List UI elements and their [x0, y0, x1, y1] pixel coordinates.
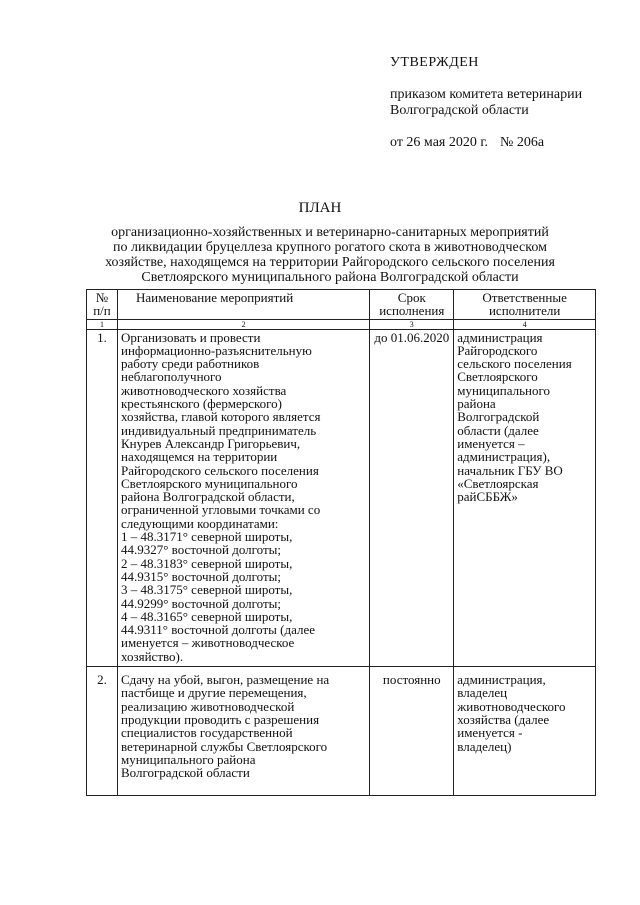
- column-number-row: [87, 319, 596, 329]
- subtitle-line: Светлоярского муниципального района Волгоградской области: [141, 270, 519, 285]
- subtitle-line: по ликвидации бруцеллеза крупного рогатого скота в животноводческом: [113, 240, 547, 255]
- responsible-line: администрация: [457, 329, 543, 345]
- activity-line: хозяйство).: [120, 648, 184, 664]
- activity-line: работу среди работников: [120, 356, 260, 372]
- table-header-row: [87, 290, 596, 320]
- activity-line: Кнурев Александр Григорьевич,: [120, 435, 301, 451]
- responsible-line: «Светлоярская: [457, 475, 539, 491]
- activity-line: 2 – 48.3183° северной широты,: [120, 555, 293, 571]
- deadline-cell: постоянно: [370, 667, 454, 796]
- activity-line: продукции проводить с разрешения: [120, 711, 320, 727]
- responsible-line: хозяйства (далее: [457, 711, 550, 727]
- activity-line: животноводческого хозяйства: [120, 382, 287, 398]
- header-activity: Наименование мероприятий: [117, 290, 369, 320]
- activity-line: Волгоградской области: [120, 765, 250, 781]
- approval-number: № 206а: [500, 135, 545, 150]
- activity-line: Светлоярского муниципального: [120, 475, 298, 491]
- activity-line: крестьянского (фермерского): [120, 396, 282, 412]
- activity-line: Сдачу на убой, выгон, размещение на: [120, 672, 330, 688]
- responsible-line: администрация),: [457, 449, 551, 465]
- responsible-line: Светлоярского: [457, 369, 538, 385]
- responsible-line: района: [457, 396, 496, 412]
- activity-line: неблагополучного: [120, 369, 222, 385]
- activity-line: ограниченной угловыми точками со: [120, 502, 321, 518]
- responsible-line: животноводческого: [457, 698, 566, 714]
- header-responsible: Ответственные исполнители: [454, 290, 596, 320]
- activity-line: 44.9327° восточной долготы;: [120, 542, 281, 558]
- approval-line: Волгоградской области: [390, 103, 529, 118]
- activity-line: реализацию животноводческой: [120, 698, 295, 714]
- activity-line: 44.9315° восточной долготы;: [120, 568, 281, 584]
- plan-table: [86, 289, 596, 796]
- activity-line: информационно-разъяснительную: [120, 342, 312, 358]
- responsible-line: муниципального: [457, 382, 551, 398]
- activity-line: 44.9311° восточной долготы (далее: [120, 622, 316, 638]
- responsible-line: владелец: [457, 685, 508, 701]
- activity-line: пастбище и другие перемещения,: [120, 685, 307, 701]
- responsible-cell: [454, 329, 596, 666]
- row-number: 1.: [87, 329, 118, 666]
- activity-line: специалистов государственной: [120, 725, 293, 741]
- column-number: 1: [87, 319, 118, 329]
- subtitle-line: организационно-хозяйственных и ветеринарно-санитарных мероприятий: [111, 225, 549, 240]
- activity-line: 44.9299° восточной долготы;: [120, 595, 281, 611]
- activity-line: Райгородского сельского поселения: [120, 462, 319, 478]
- responsible-line: райСББЖ»: [457, 489, 518, 505]
- document-title: ПЛАН: [298, 200, 342, 216]
- activity-cell: [117, 667, 369, 796]
- activity-line: хозяйства, главой которого является: [120, 409, 321, 425]
- activity-line: именуется – животноводческое: [120, 635, 295, 651]
- subtitle-line: хозяйстве, находящемся на территории Райгородского сельского поселения: [105, 255, 555, 270]
- activity-line: района Волгоградской области,: [120, 489, 295, 505]
- approval-line: приказом комитета ветеринарии: [390, 87, 583, 102]
- activity-line: Организовать и провести: [120, 329, 261, 345]
- document-subtitle: [95, 225, 565, 285]
- responsible-line: начальник ГБУ ВО: [457, 462, 563, 478]
- responsible-line: администрация,: [457, 672, 546, 688]
- approval-block: [390, 55, 582, 151]
- activity-line: индивидуальный предприниматель: [120, 422, 317, 438]
- activity-line: находящемся на территории: [120, 449, 278, 465]
- responsible-line: именуется -: [457, 725, 523, 741]
- activity-line: 1 – 48.3171° северной широты,: [120, 529, 293, 545]
- column-number: 4: [454, 319, 596, 329]
- activity-line: 4 – 48.3165° северной широты,: [120, 608, 293, 624]
- column-number: 2: [117, 319, 369, 329]
- deadline-cell: до 01.06.2020: [370, 329, 454, 666]
- table-row: [87, 329, 596, 666]
- responsible-line: владелец): [457, 738, 512, 754]
- table-row: [87, 667, 596, 796]
- activity-line: следующими координатами:: [120, 515, 279, 531]
- approval-title: УТВЕРЖДЕН: [390, 55, 479, 70]
- responsible-line: именуется –: [457, 435, 525, 451]
- activity-line: ветеринарной службы Светлоярского: [120, 738, 328, 754]
- approval-order: [390, 135, 582, 151]
- responsible-line: Райгородского: [457, 342, 538, 358]
- row-number: 2.: [87, 667, 118, 796]
- header-deadline: Срок исполнения: [370, 290, 454, 320]
- activity-line: муниципального района: [120, 751, 256, 767]
- responsible-line: Волгоградской: [457, 409, 540, 425]
- responsible-line: сельского поселения: [457, 356, 572, 372]
- header-number: № п/п: [87, 290, 118, 320]
- activity-cell: [117, 329, 369, 666]
- approval-date: от 26 мая 2020 г.: [390, 135, 489, 150]
- activity-line: 3 – 48.3175° северной широты,: [120, 582, 293, 598]
- responsible-cell: [454, 667, 596, 796]
- responsible-line: области (далее: [457, 422, 539, 438]
- column-number: 3: [370, 319, 454, 329]
